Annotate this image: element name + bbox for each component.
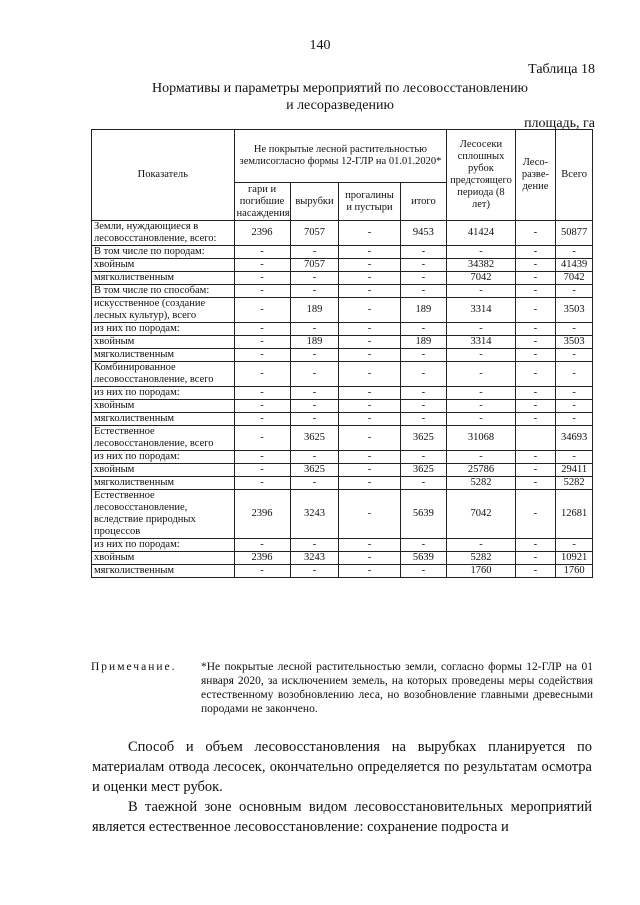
row-value: - xyxy=(556,246,593,259)
row-value: - xyxy=(339,400,400,413)
row-value: - xyxy=(400,349,447,362)
row-value: 5282 xyxy=(447,552,515,565)
row-value: - xyxy=(339,464,400,477)
row-value: 7042 xyxy=(447,490,515,539)
row-value: - xyxy=(400,387,447,400)
row-value: - xyxy=(339,387,400,400)
table-row xyxy=(92,426,593,451)
row-value: - xyxy=(339,426,400,451)
row-value: - xyxy=(515,221,556,246)
table-row xyxy=(92,298,593,323)
note xyxy=(91,660,593,716)
row-value: 3625 xyxy=(400,426,447,451)
row-value: - xyxy=(447,539,515,552)
row-value: - xyxy=(515,336,556,349)
row-value: - xyxy=(515,362,556,387)
paragraph-1: Способ и объем лесовосстановления на вырубках планируется по материалам отвода лесосек, окончательно определяется по результатам осмотра и оценки мест рубок. xyxy=(92,739,592,795)
row-value: - xyxy=(234,246,290,259)
row-value: - xyxy=(400,272,447,285)
row-value: - xyxy=(339,272,400,285)
row-label: мягколиственным xyxy=(92,413,235,426)
header-all: Всего xyxy=(556,130,593,221)
header-burned: гари и погибшие насаждения xyxy=(234,183,290,221)
header-glades: прогалины и пустыри xyxy=(339,183,400,221)
row-value: - xyxy=(339,477,400,490)
row-value: - xyxy=(234,323,290,336)
row-value: 189 xyxy=(400,298,447,323)
row-value: 29411 xyxy=(556,464,593,477)
row-value: - xyxy=(447,451,515,464)
row-value: 7042 xyxy=(556,272,593,285)
row-value: - xyxy=(400,285,447,298)
row-label: мягколиственным xyxy=(92,477,235,490)
note-text: *Не покрытые лесной растительностью земли, согласно формы 12-ГЛР на 01 января 2020, за исключением земель, на которых проведены меры содействия естественному возобновлению леса, но возобновление главными древесными породами не закончено. xyxy=(201,661,593,715)
row-label: хвойным xyxy=(92,336,235,349)
data-table xyxy=(91,129,593,578)
row-value: - xyxy=(290,246,339,259)
row-label: Комбинированное лесовосстановление, всего xyxy=(92,362,235,387)
row-value: - xyxy=(400,539,447,552)
table-title-line-2: и лесоразведению xyxy=(286,98,394,113)
table-row xyxy=(92,451,593,464)
note-label: Примечание. xyxy=(91,661,177,673)
row-label: хвойным xyxy=(92,464,235,477)
row-value: - xyxy=(339,539,400,552)
row-value: - xyxy=(339,298,400,323)
row-value: - xyxy=(290,323,339,336)
table-row xyxy=(92,552,593,565)
row-value: - xyxy=(447,246,515,259)
row-value: - xyxy=(515,565,556,578)
row-value: - xyxy=(234,426,290,451)
table-row xyxy=(92,221,593,246)
row-value: - xyxy=(556,362,593,387)
table-row xyxy=(92,387,593,400)
row-value: - xyxy=(515,349,556,362)
row-value: 12681 xyxy=(556,490,593,539)
row-value: 41439 xyxy=(556,259,593,272)
row-value: - xyxy=(234,539,290,552)
row-value: - xyxy=(556,349,593,362)
row-value: - xyxy=(400,477,447,490)
row-value: - xyxy=(234,451,290,464)
row-value: - xyxy=(400,259,447,272)
row-value: - xyxy=(290,272,339,285)
table-label: Таблица 18 xyxy=(528,62,595,77)
row-label: Естественное лесовосстановление, всего xyxy=(92,426,235,451)
row-value: - xyxy=(339,451,400,464)
row-value: - xyxy=(290,413,339,426)
row-value: - xyxy=(515,413,556,426)
row-value: 5639 xyxy=(400,552,447,565)
row-value: - xyxy=(515,272,556,285)
row-value: - xyxy=(556,387,593,400)
table-row xyxy=(92,336,593,349)
table-row xyxy=(92,477,593,490)
table-row xyxy=(92,362,593,387)
row-value: - xyxy=(515,451,556,464)
row-value: - xyxy=(290,539,339,552)
unit-label: площадь, га xyxy=(524,116,595,131)
row-value: 1760 xyxy=(556,565,593,578)
row-value: - xyxy=(556,400,593,413)
row-value: - xyxy=(447,387,515,400)
header-indicator: Показатель xyxy=(92,130,235,221)
row-label: мягколиственным xyxy=(92,349,235,362)
row-value: 5639 xyxy=(400,490,447,539)
row-value: 34382 xyxy=(447,259,515,272)
table-row xyxy=(92,565,593,578)
row-value: - xyxy=(400,565,447,578)
row-value: 3503 xyxy=(556,336,593,349)
header-clearcuts: Лесосеки сплошных рубок предстоящего периода (8 лет) xyxy=(447,130,515,221)
row-value: 7057 xyxy=(290,221,339,246)
table-row xyxy=(92,490,593,539)
table-row xyxy=(92,323,593,336)
row-value: - xyxy=(339,565,400,578)
table-title xyxy=(100,80,580,114)
row-value: - xyxy=(515,539,556,552)
row-label: из них по породам: xyxy=(92,539,235,552)
row-value: - xyxy=(290,477,339,490)
row-value: - xyxy=(400,323,447,336)
row-value: - xyxy=(290,565,339,578)
row-label: искусственное (создание лесных культур), всего xyxy=(92,298,235,323)
row-value: - xyxy=(515,298,556,323)
row-value: - xyxy=(234,413,290,426)
row-value: 2396 xyxy=(234,490,290,539)
row-value: 3625 xyxy=(400,464,447,477)
row-value: - xyxy=(290,400,339,413)
row-value: - xyxy=(339,490,400,539)
row-value: - xyxy=(339,246,400,259)
row-value: - xyxy=(339,362,400,387)
row-label: из них по породам: xyxy=(92,451,235,464)
row-value: - xyxy=(339,323,400,336)
row-value: 189 xyxy=(290,298,339,323)
row-label: мягколиственным xyxy=(92,565,235,578)
row-value: - xyxy=(234,336,290,349)
row-value: 3503 xyxy=(556,298,593,323)
row-value: - xyxy=(447,285,515,298)
row-value: 34693 xyxy=(556,426,593,451)
row-label: хвойным xyxy=(92,552,235,565)
row-value: - xyxy=(339,221,400,246)
row-value: - xyxy=(234,362,290,387)
row-value: 1760 xyxy=(447,565,515,578)
row-value: - xyxy=(400,362,447,387)
row-value: 2396 xyxy=(234,552,290,565)
row-label: В том числе по способам: xyxy=(92,285,235,298)
table-row xyxy=(92,349,593,362)
row-value: - xyxy=(234,285,290,298)
row-value: - xyxy=(400,451,447,464)
row-value: 7042 xyxy=(447,272,515,285)
row-value: 3243 xyxy=(290,490,339,539)
row-value: - xyxy=(515,387,556,400)
row-value: 189 xyxy=(290,336,339,349)
row-value: - xyxy=(515,464,556,477)
row-value: - xyxy=(290,451,339,464)
row-value: - xyxy=(339,552,400,565)
header-total-group: итого xyxy=(400,183,447,221)
row-value: - xyxy=(339,259,400,272)
row-value: - xyxy=(556,413,593,426)
row-value: - xyxy=(556,539,593,552)
table-row xyxy=(92,246,593,259)
row-value: - xyxy=(400,400,447,413)
row-value: - xyxy=(447,349,515,362)
table-body xyxy=(92,221,593,578)
row-value: - xyxy=(339,349,400,362)
table-row xyxy=(92,400,593,413)
row-label: хвойным xyxy=(92,259,235,272)
table-row xyxy=(92,272,593,285)
header-afforestation: Лесо-разве-дение xyxy=(515,130,556,221)
row-value: - xyxy=(234,349,290,362)
row-value: 3625 xyxy=(290,426,339,451)
row-value: 25786 xyxy=(447,464,515,477)
header-group: Не покрытые лесной растительностью землисогласно формы 12-ГЛР на 01.01.2020* xyxy=(234,130,447,183)
row-value: - xyxy=(556,451,593,464)
row-value: - xyxy=(234,298,290,323)
row-value: - xyxy=(234,400,290,413)
row-value: - xyxy=(515,285,556,298)
table-row xyxy=(92,259,593,272)
row-value: - xyxy=(234,464,290,477)
row-value: - xyxy=(290,387,339,400)
row-value: 3243 xyxy=(290,552,339,565)
table-row xyxy=(92,464,593,477)
row-value: - xyxy=(400,413,447,426)
row-label: из них по породам: xyxy=(92,387,235,400)
row-value: - xyxy=(447,362,515,387)
row-value: - xyxy=(556,323,593,336)
row-value: - xyxy=(515,490,556,539)
row-value: - xyxy=(290,349,339,362)
row-value: - xyxy=(234,387,290,400)
row-value: - xyxy=(515,246,556,259)
row-value: 5282 xyxy=(447,477,515,490)
row-value: 189 xyxy=(400,336,447,349)
row-value: - xyxy=(515,259,556,272)
row-value: - xyxy=(515,323,556,336)
row-value: - xyxy=(400,246,447,259)
row-value: 31068 xyxy=(447,426,515,451)
row-value: - xyxy=(234,259,290,272)
row-value: 3314 xyxy=(447,336,515,349)
row-label: из них по породам: xyxy=(92,323,235,336)
row-value: - xyxy=(339,285,400,298)
page-number: 140 xyxy=(309,38,331,53)
row-value: 3314 xyxy=(447,298,515,323)
row-label: Земли, нуждающиеся в лесовосстановление, всего: xyxy=(92,221,235,246)
row-value: - xyxy=(339,413,400,426)
row-label: хвойным xyxy=(92,400,235,413)
row-value xyxy=(515,426,556,451)
row-value: 5282 xyxy=(556,477,593,490)
row-value: - xyxy=(556,285,593,298)
row-value: - xyxy=(290,362,339,387)
header-cuttings: вырубки xyxy=(290,183,339,221)
row-value: 2396 xyxy=(234,221,290,246)
table-row xyxy=(92,285,593,298)
row-value: - xyxy=(339,336,400,349)
paragraph-2: В таежной зоне основным видом лесовосстановительных мероприятий является естественное лесовосстановление: сохранение подроста и xyxy=(92,799,592,835)
row-label: В том числе по породам: xyxy=(92,246,235,259)
row-value: - xyxy=(515,400,556,413)
row-value: - xyxy=(515,552,556,565)
row-value: - xyxy=(234,477,290,490)
row-value: 50877 xyxy=(556,221,593,246)
table-title-line-1: Нормативы и параметры мероприятий по лесовосстановлению xyxy=(151,81,529,96)
row-value: - xyxy=(447,323,515,336)
row-value: - xyxy=(234,565,290,578)
row-value: - xyxy=(290,285,339,298)
row-value: - xyxy=(447,400,515,413)
row-value: 9453 xyxy=(400,221,447,246)
row-label: мягколиственным xyxy=(92,272,235,285)
row-value: 10921 xyxy=(556,552,593,565)
row-value: 7057 xyxy=(290,259,339,272)
row-value: - xyxy=(234,272,290,285)
row-value: 3625 xyxy=(290,464,339,477)
table-row xyxy=(92,413,593,426)
row-value: - xyxy=(515,477,556,490)
row-value: - xyxy=(447,413,515,426)
row-label: Естественное лесовосстановление, вследствие природных процессов xyxy=(92,490,235,539)
table-row xyxy=(92,539,593,552)
row-value: 41424 xyxy=(447,221,515,246)
